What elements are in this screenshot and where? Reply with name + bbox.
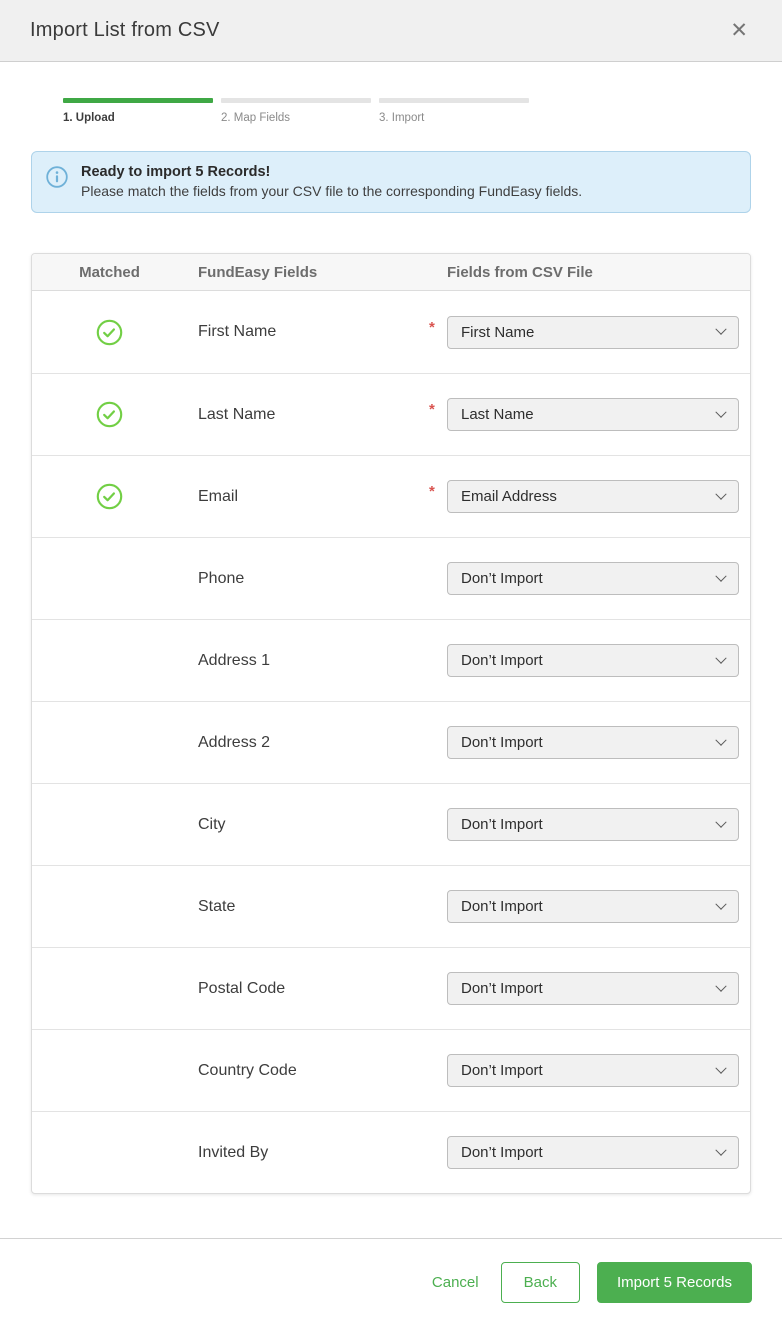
fundeasy-field-label: Phone: [198, 569, 245, 587]
spacer: [0, 1194, 782, 1238]
fundeasy-field-label: First Name: [198, 323, 277, 340]
select-value: Don’t Import: [461, 734, 543, 751]
csv-field-select[interactable]: [447, 972, 739, 1005]
select-value: Last Name: [461, 406, 534, 423]
chevron-down-icon: [715, 570, 726, 581]
csv-field-select[interactable]: [447, 398, 739, 431]
step-progress-bar: [63, 98, 213, 103]
matched-cell: [32, 319, 187, 346]
column-header-csv-fields: Fields from CSV File: [447, 263, 593, 281]
info-alert: [31, 151, 751, 213]
table-row: [32, 619, 750, 701]
csv-field-cell: [429, 1054, 750, 1087]
modal-footer: [0, 1238, 782, 1326]
alert-message: Please match the fields from your CSV file to the corresponding FundEasy fields.: [81, 183, 583, 199]
chevron-down-icon: [715, 652, 726, 663]
fundeasy-field-label: Last Name: [198, 405, 276, 423]
matched-cell: [32, 401, 187, 428]
csv-field-cell: [429, 890, 750, 923]
step-indicator: [63, 98, 782, 124]
select-value: Don’t Import: [461, 898, 543, 915]
select-value: First Name: [461, 323, 535, 341]
fundeasy-field-label: State: [198, 897, 236, 915]
table-row: [32, 947, 750, 1029]
fundeasy-field-label: Address 2: [198, 733, 271, 751]
step-map-fields: [221, 98, 371, 124]
select-value: Don’t Import: [461, 652, 543, 669]
table-body: [32, 291, 750, 1193]
csv-field-select[interactable]: [447, 562, 739, 595]
csv-field-select[interactable]: [447, 726, 739, 759]
required-asterisk: *: [429, 483, 435, 500]
table-row: [32, 373, 750, 455]
step-label: 1. Upload: [63, 112, 115, 124]
fundeasy-field-label: Invited By: [198, 1143, 269, 1161]
select-value: Don’t Import: [461, 1062, 543, 1079]
csv-field-cell: [429, 726, 750, 759]
step-import: [379, 98, 529, 124]
step-label: 2. Map Fields: [221, 112, 291, 124]
select-value: Don’t Import: [461, 1144, 543, 1161]
table-row: [32, 1111, 750, 1193]
alert-content: [81, 164, 582, 199]
chevron-down-icon: [715, 324, 726, 335]
required-asterisk: *: [429, 318, 435, 336]
step-upload: [63, 98, 213, 124]
step-progress-bar: [221, 98, 371, 103]
fundeasy-field-label: Country Code: [198, 1061, 297, 1079]
chevron-down-icon: [715, 898, 726, 909]
csv-field-select[interactable]: [447, 1136, 739, 1169]
step-progress-bar: [379, 98, 529, 103]
cancel-button[interactable]: Cancel: [431, 1274, 479, 1291]
import-records-button[interactable]: Import 5 Records: [597, 1262, 752, 1303]
chevron-down-icon: [715, 1144, 726, 1155]
table-row: [32, 455, 750, 537]
csv-field-select[interactable]: [447, 1054, 739, 1087]
csv-field-select[interactable]: [447, 808, 739, 841]
check-icon: [96, 319, 123, 346]
csv-field-select[interactable]: [447, 644, 739, 677]
csv-field-cell: [429, 808, 750, 841]
csv-field-cell: [429, 398, 750, 431]
select-value: Don’t Import: [461, 570, 543, 587]
table-row: [32, 537, 750, 619]
alert-title: Ready to import 5 Records!: [81, 164, 271, 180]
chevron-down-icon: [715, 816, 726, 827]
table-header-row: [32, 254, 750, 291]
fundeasy-field-label: City: [198, 815, 226, 833]
check-icon: [96, 401, 123, 428]
modal-header: [0, 0, 782, 62]
table-row: [32, 701, 750, 783]
info-icon: [46, 166, 68, 188]
table-row: [32, 291, 750, 373]
table-row: [32, 865, 750, 947]
table-row: [32, 1029, 750, 1111]
fundeasy-field-label: Postal Code: [198, 979, 286, 997]
chevron-down-icon: [715, 488, 726, 499]
select-value: Don’t Import: [461, 980, 543, 997]
csv-field-cell: [429, 480, 750, 513]
check-icon: [96, 483, 123, 510]
matched-cell: [32, 483, 187, 510]
select-value: Email Address: [461, 488, 557, 505]
chevron-down-icon: [715, 1062, 726, 1073]
csv-field-select[interactable]: [447, 890, 739, 923]
chevron-down-icon: [715, 980, 726, 991]
table-row: [32, 783, 750, 865]
required-asterisk: *: [429, 401, 435, 418]
back-button[interactable]: Back: [501, 1262, 580, 1303]
chevron-down-icon: [715, 734, 726, 745]
csv-field-cell: [429, 1136, 750, 1169]
column-header-fundeasy-fields: FundEasy Fields: [198, 263, 318, 281]
csv-field-select[interactable]: [447, 316, 739, 349]
close-icon[interactable]: ✕: [730, 19, 748, 42]
csv-field-cell: [429, 562, 750, 595]
csv-field-select[interactable]: [447, 480, 739, 513]
step-label: 3. Import: [379, 112, 425, 124]
field-mapping-table: [31, 253, 751, 1194]
csv-field-cell: [429, 316, 750, 349]
page-title: Import List from CSV: [30, 19, 220, 41]
csv-field-cell: [429, 644, 750, 677]
column-header-matched: Matched: [79, 263, 140, 281]
csv-field-cell: [429, 972, 750, 1005]
fundeasy-field-label: Email: [198, 487, 239, 505]
select-value: Don’t Import: [461, 816, 543, 833]
chevron-down-icon: [715, 406, 726, 417]
fundeasy-field-label: Address 1: [198, 651, 271, 669]
